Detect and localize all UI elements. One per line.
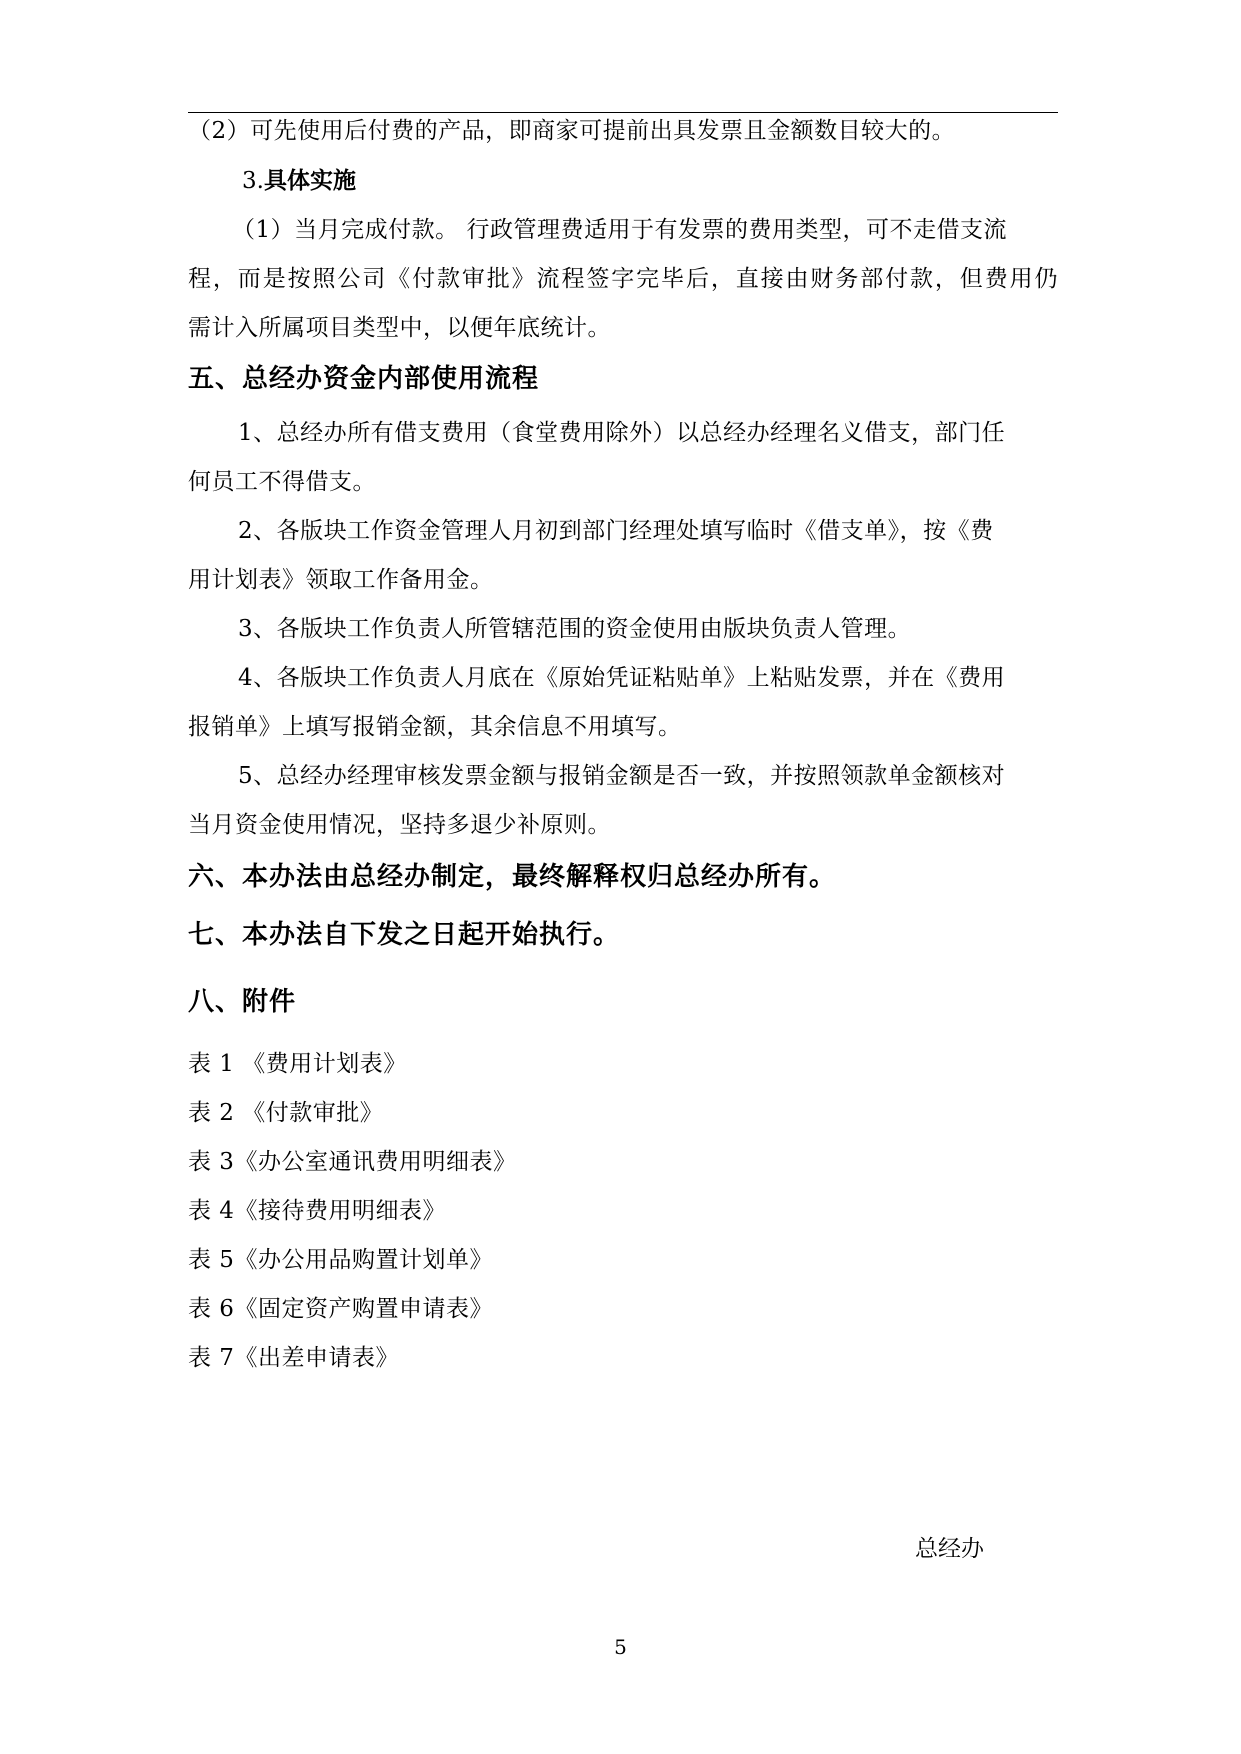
page-number: 5 <box>614 1635 627 1659</box>
attachment-item: 表 7《出差申请表》 <box>188 1345 399 1371</box>
list-item-line: 1、总经办所有借支费用（食堂费用除外）以总经办经理名义借支，部门任 <box>238 420 1006 446</box>
list-item-line: 用计划表》领取工作备用金。 <box>188 567 494 593</box>
list-item-line: 3、各版块工作负责人所管辖范围的资金使用由版块负责人管理。 <box>238 616 912 642</box>
item-2-text: （2）可先使用后付费的产品，即商家可提前出具发票且金额数目较大的。 <box>188 118 956 144</box>
section-heading-7: 七、本办法自下发之日起开始执行。 <box>188 920 621 950</box>
paragraph-line: 需计入所属项目类型中，以便年底统计。 <box>188 315 611 341</box>
section-heading-8: 八、附件 <box>188 987 297 1017</box>
subheading-implementation <box>242 166 356 196</box>
list-item-line: 2、各版块工作资金管理人月初到部门经理处填写临时《借支单》，按《费 <box>238 518 994 544</box>
section-heading-5: 五、总经办资金内部使用流程 <box>188 364 540 394</box>
signature: 总经办 <box>915 1536 984 1562</box>
attachment-item: 表 5《办公用品购置计划单》 <box>188 1247 493 1273</box>
paragraph-line: （1）当月完成付款。 行政管理费适用于有发票的费用类型，可不走借支流 <box>232 217 1007 243</box>
section-heading-6: 六、本办法由总经办制定，最终解释权归总经办所有。 <box>188 862 837 892</box>
attachment-item: 表 2 《付款审批》 <box>188 1100 384 1126</box>
list-item-line: 报销单》上填写报销金额，其余信息不用填写。 <box>188 714 682 740</box>
attachment-item: 表 4《接待费用明细表》 <box>188 1198 446 1224</box>
attachment-item: 表 6《固定资产购置申请表》 <box>188 1296 493 1322</box>
list-item-line: 当月资金使用情况，坚持多退少补原则。 <box>188 812 611 838</box>
header-rule <box>188 112 1058 113</box>
subheading-number: 3. <box>242 168 264 194</box>
paragraph-line: 程，而是按照公司《付款审批》流程签字完毕后，直接由财务部付款，但费用仍 <box>188 266 1058 292</box>
subheading-text: 具体实施 <box>263 168 356 194</box>
list-item-line: 4、各版块工作负责人月底在《原始凭证粘贴单》上粘贴发票，并在《费用 <box>238 665 1006 691</box>
attachment-item: 表 1 《费用计划表》 <box>188 1051 407 1077</box>
list-item-line: 5、总经办经理审核发票金额与报销金额是否一致，并按照领款单金额核对 <box>238 763 1006 789</box>
list-item-line: 何员工不得借支。 <box>188 469 376 495</box>
attachment-item: 表 3《办公室通讯费用明细表》 <box>188 1149 517 1175</box>
